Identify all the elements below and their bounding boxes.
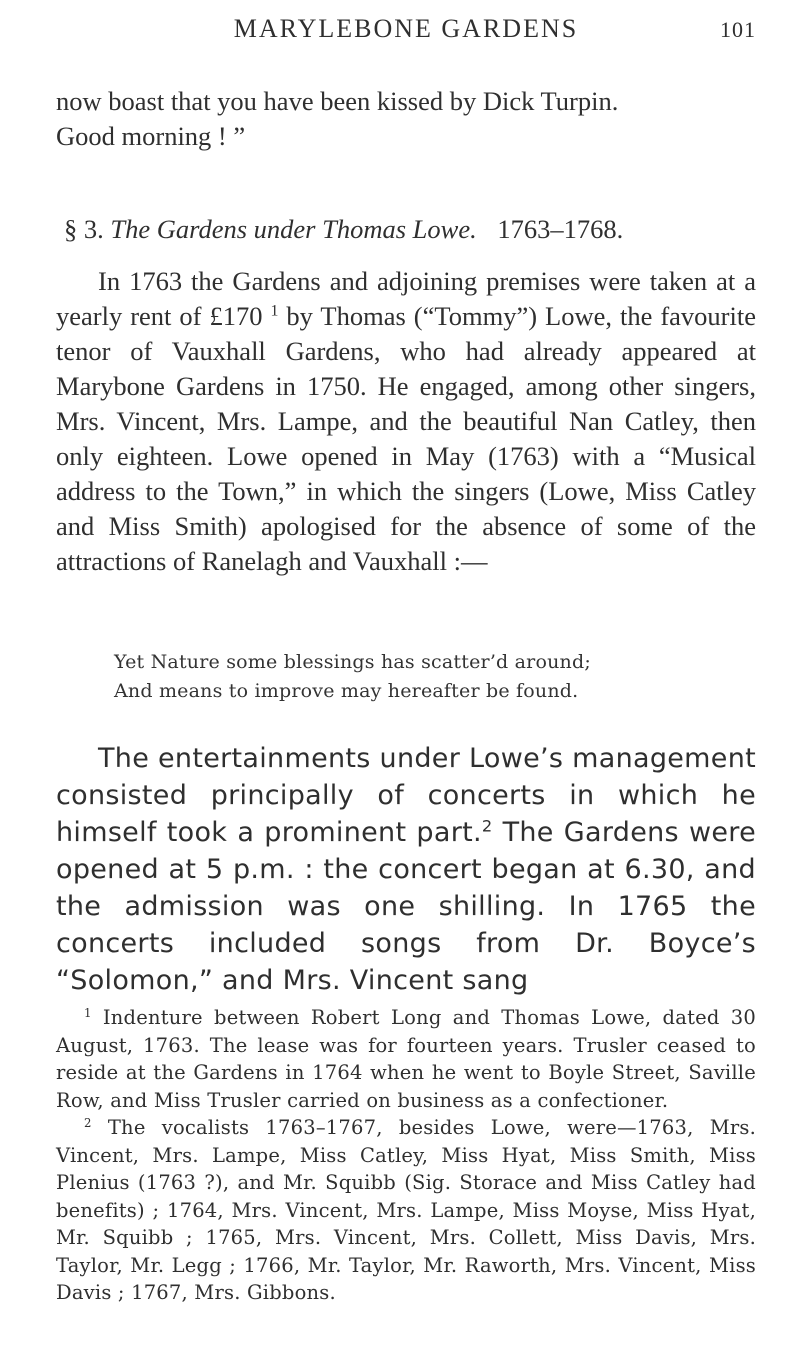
intro-line-2: Good morning ! ” (56, 121, 246, 151)
paragraph-2-part-2: The Gardens were opened at 5 p.m. : the concert began at 6.30, and the admission was one shilling. In 1765 the concerts included songs from Dr. Boyce’s “Solomon,” and Mrs. Vincent sang (56, 817, 756, 996)
paragraph-1-text (56, 264, 756, 579)
paragraph-1-part-2: by Thomas (“Tommy”) Lowe, the favourite tenor of Vauxhall Gardens, who had already appeared at Marybone Gardens in 1750. He engaged, among other singers, Mrs. Vincent, Mrs. Lampe, and the beautiful Nan Catley, then only eighteen. Lowe opened in May (1763) with a “Musical address to the Town,” in which the singers (Lowe, Miss Catley and Miss Smith) apologised for the absence of some of the attractions of Ranelagh and Vauxhall :— (56, 301, 756, 576)
verse-line-1: Yet Nature some blessings has scatter’d around; (114, 651, 591, 673)
paragraph-2-text (56, 740, 756, 999)
running-title: MARYLEBONE GARDENS (233, 14, 579, 43)
footnote-1-number: 1 (84, 1005, 92, 1020)
intro-line-1: now boast that you have been kissed by Dick Turpin. (56, 86, 619, 116)
intro-paragraph (56, 84, 756, 154)
paragraph-1-part-1: In 1763 the Gardens and adjoining premises were taken at a yearly rent of £170 (56, 266, 756, 331)
verse-quote (114, 648, 591, 706)
footnote-ref-2: 2 (481, 816, 493, 836)
paragraph-2 (56, 740, 756, 999)
paragraph-1 (56, 264, 756, 579)
footnotes (56, 1004, 756, 1307)
footnote-2 (56, 1114, 756, 1307)
section-title: The Gardens under Thomas Lowe. (110, 214, 477, 244)
section-years: 1763–1768. (497, 214, 624, 244)
footnote-2-number: 2 (84, 1115, 92, 1130)
footnote-2-text: The vocalists 1763–1767, besides Lowe, were—1763, Mrs. Vincent, Mrs. Lampe, Miss Catley, Miss Hyat, Miss Smith, Miss Plenius (1763 ?), and Mr. Squibb (Sig. Storace and Miss Catley had benefits) ; 1764, Mrs. Vincent, Mrs. Lampe, Miss Moyse, Miss Hyat, Mr. Squibb ; 1765, Mrs. Vincent, Mrs. Collett, Miss Davis, Mrs. Taylor, Mr. Legg ; 1766, Mr. Taylor, Mr. Raworth, Mrs. Vincent, Miss Davis ; 1767, Mrs. Gibbons. (56, 1116, 756, 1304)
section-mark: § 3. (64, 214, 104, 244)
footnote-1-text: Indenture between Robert Long and Thomas Lowe, dated 30 August, 1763. The lease was for fourteen years. Trusler ceased to reside at the Gardens in 1764 when he went to Boyle Street, Saville Row, and Miss Trusler carried on business as a confectioner. (56, 1006, 756, 1112)
footnote-ref-1: 1 (270, 302, 279, 320)
verse-line-2: And means to improve may hereafter be found. (114, 680, 579, 702)
paragraph-2-part-1: The entertainments under Lowe’s management consisted principally of concerts in which he himself took a prominent part. (56, 743, 756, 848)
footnote-1 (56, 1004, 756, 1114)
page-number: 101 (720, 17, 756, 42)
section-heading (64, 214, 623, 245)
